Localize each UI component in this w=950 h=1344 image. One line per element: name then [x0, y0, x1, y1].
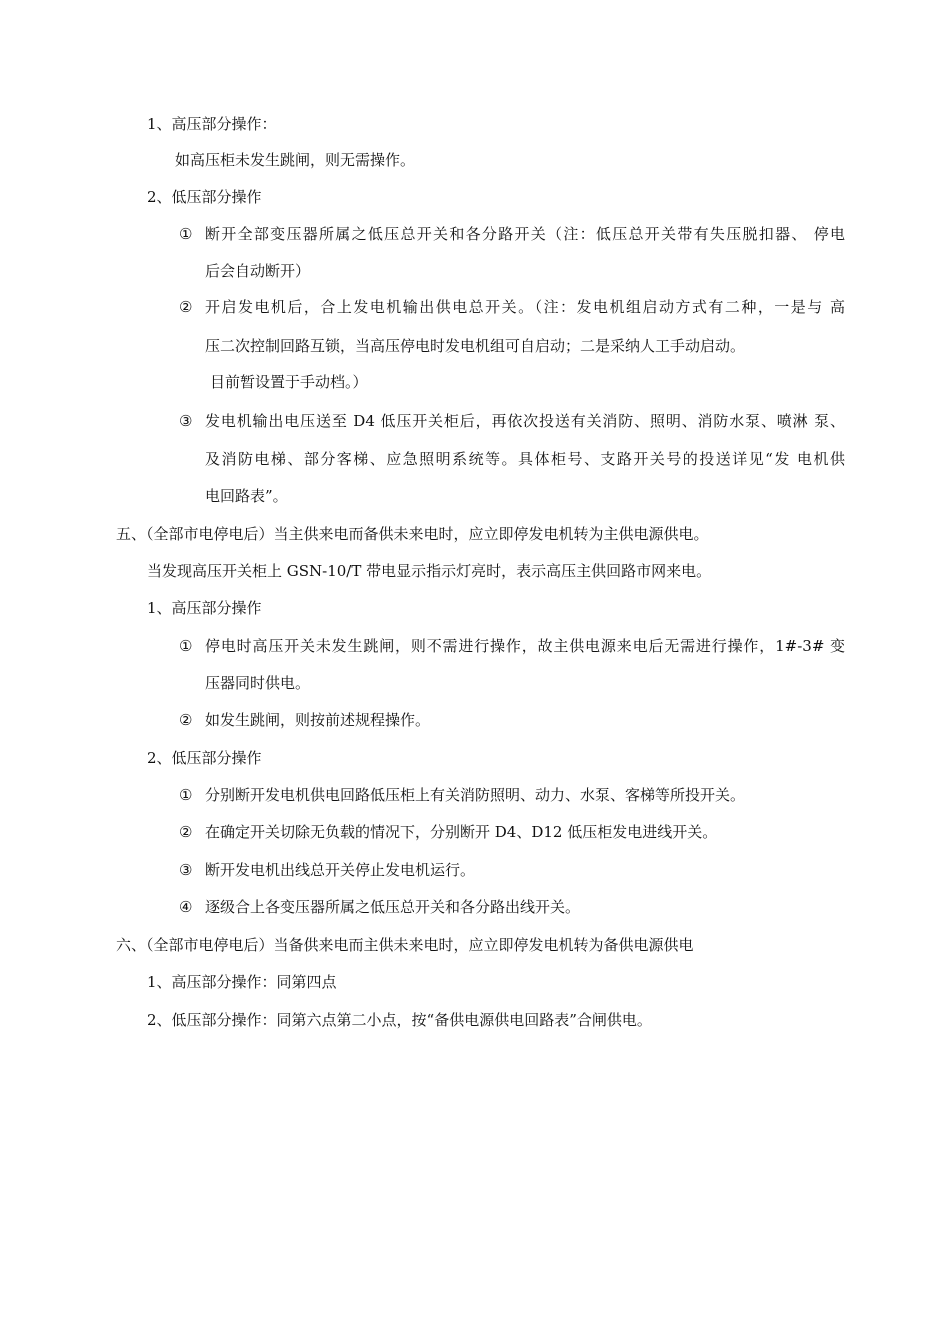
s5-low-item3-marker: ③: [179, 861, 193, 879]
s5-low-item2-line1: 在确定开关切除无负载的情况下，分别断开 D4、D12 低压柜发电进线开关。: [205, 823, 718, 841]
s4-low-item3-line3: 电回路表”。: [205, 487, 288, 505]
s4-low-item2-line2: 压二次控制回路互锁，当高压停电时发电机组可自启动；二是采纳人工手动启动。: [205, 337, 746, 355]
s4-low-item2-line3: 目前暂设置于手动档。）: [210, 373, 368, 391]
s4-high-heading: 1、高压部分操作：: [147, 115, 277, 133]
s5-high-item1-marker: ①: [179, 637, 193, 655]
s5-low-heading: 2、低压部分操作: [147, 749, 262, 767]
section-5-title: 五、（全部市电停电后）当主供来电而备供未来电时，应立即停发电机转为主供电源供电。: [116, 525, 709, 543]
s4-low-item2-marker: ②: [179, 298, 193, 316]
s4-high-text: 如高压柜未发生跳闸，则无需操作。: [175, 151, 416, 169]
s5-high-item1-line1: 停电时高压开关未发生跳闸，则不需进行操作，故主供电源来电后无需进行操作，1#-3# 变: [205, 637, 845, 655]
s5-high-item1-line2: 压器同时供电。: [205, 674, 311, 692]
s6-low-text: 2、低压部分操作：同第六点第二小点，按“备供电源供电回路表”合闸供电。: [147, 1011, 652, 1029]
s4-low-item1-marker: ①: [179, 225, 193, 243]
s4-low-item1-line2: 后会自动断开）: [205, 262, 311, 280]
s4-low-heading: 2、低压部分操作: [147, 188, 262, 206]
s6-high-text: 1、高压部分操作：同第四点: [147, 973, 337, 991]
s4-low-item1-line1: 断开全部变压器所属之低压总开关和各分路开关（注：低压总开关带有失压脱扣器、 停电: [205, 225, 845, 243]
s5-high-heading: 1、高压部分操作: [147, 599, 262, 617]
s4-low-item3-marker: ③: [179, 412, 193, 430]
s4-low-item2-line1: 开启发电机后，合上发电机输出供电总开关。（注：发电机组启动方式有二种，一是与 高: [205, 298, 845, 316]
section-6-title: 六、（全部市电停电后）当备供来电而主供未来电时，应立即停发电机转为备供电源供电: [116, 936, 694, 954]
s4-low-item3-line2: 及消防电梯、部分客梯、应急照明系统等。具体柜号、支路开关号的投送详见“发 电机供: [205, 450, 845, 468]
s5-low-item3-line1: 断开发电机出线总开关停止发电机运行。: [205, 861, 476, 879]
s5-high-item2-line1: 如发生跳闸，则按前述规程操作。: [205, 711, 431, 729]
s5-low-item1-marker: ①: [179, 786, 193, 804]
s5-low-item2-marker: ②: [179, 823, 193, 841]
s5-low-item1-line1: 分别断开发电机供电回路低压柜上有关消防照明、动力、水泵、客梯等所投开关。: [205, 786, 746, 804]
section-5-intro: 当发现高压开关柜上 GSN-10/T 带电显示指示灯亮时，表示高压主供回路市网来电。: [147, 562, 712, 580]
s4-low-item3-line1: 发电机输出电压送至 D4 低压开关柜后，再依次投送有关消防、照明、消防水泵、喷淋 泵、: [205, 412, 845, 430]
s5-low-item4-line1: 逐级合上各变压器所属之低压总开关和各分路出线开关。: [205, 898, 581, 916]
s5-high-item2-marker: ②: [179, 711, 193, 729]
s5-low-item4-marker: ④: [179, 898, 193, 916]
